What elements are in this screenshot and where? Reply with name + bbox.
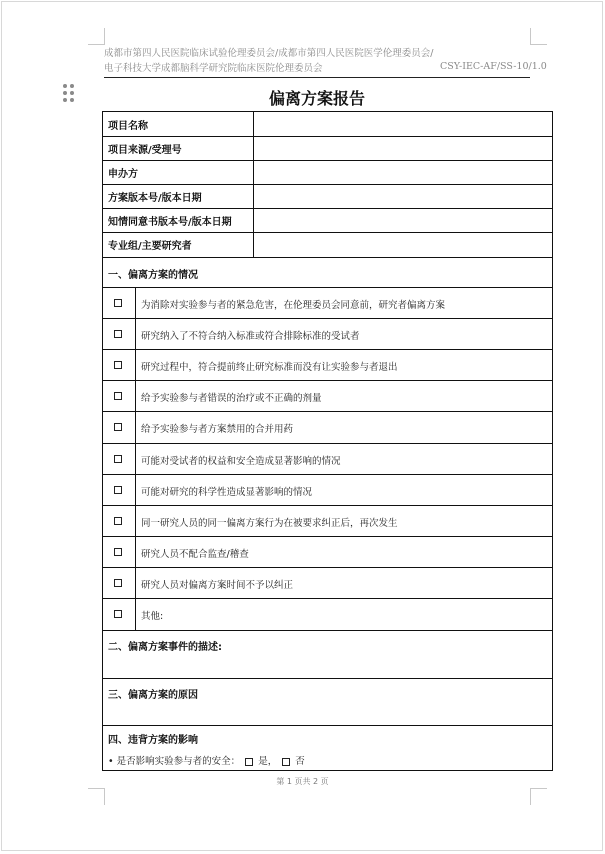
option-label: 研究纳入了不符合纳入标准或符合排除标准的受试者 xyxy=(141,331,360,342)
option-checkbox[interactable] xyxy=(114,299,122,307)
option-checkbox[interactable] xyxy=(114,610,122,618)
safety-impact-label: • 是否影响实验参与者的安全： xyxy=(108,756,241,767)
option-label: 研究过程中，符合提前终止研究标准而没有让实验参与者退出 xyxy=(141,362,398,373)
yes-checkbox[interactable] xyxy=(245,758,253,766)
option-label: 其他: xyxy=(141,611,164,622)
margin-corner-bottom-left xyxy=(88,788,105,805)
checkbox-column-divider xyxy=(135,287,136,630)
margin-corner-top-left xyxy=(88,28,105,45)
header-org-line2: 电子科技大学成都脑科学研究院临床医院伦理委员会 xyxy=(104,63,323,74)
report-form-table xyxy=(102,111,553,771)
option-checkbox[interactable] xyxy=(114,423,122,431)
no-label: 否 xyxy=(295,756,305,767)
drag-handle-icon[interactable] xyxy=(63,84,75,104)
option-label: 为消除对实验参与者的紧急危害，在伦理委员会同意前，研究者偏离方案 xyxy=(141,300,446,311)
header-org-line1: 成都市第四人民医院临床试验伦理委员会/成都市第四人民医院医学伦理委员会/ xyxy=(104,48,434,59)
section1-heading: 一、偏离方案的情况 xyxy=(108,270,198,281)
deviation-reason-field[interactable] xyxy=(103,702,552,724)
info-label: 知情同意书版本号/版本日期 xyxy=(108,217,232,228)
option-label: 可能对研究的科学性造成显著影响的情况 xyxy=(141,487,313,498)
consent-version-field[interactable] xyxy=(254,209,552,232)
header-doc-code: CSY-IEC-AF/SS-10/1.0 xyxy=(440,61,547,72)
option-label: 给予实验参与者错误的治疗或不正确的剂量 xyxy=(141,393,322,404)
option-label: 可能对受试者的权益和安全造成显著影响的情况 xyxy=(141,456,341,467)
option-checkbox[interactable] xyxy=(114,579,122,587)
section2-heading: 二、偏离方案事件的描述: xyxy=(108,642,222,653)
margin-corner-bottom-right xyxy=(530,788,547,805)
info-label: 项目名称 xyxy=(108,121,148,132)
protocol-version-field[interactable] xyxy=(254,185,552,208)
option-checkbox[interactable] xyxy=(114,361,122,369)
project-name-field[interactable] xyxy=(254,112,552,136)
header-organization xyxy=(104,46,434,76)
no-checkbox[interactable] xyxy=(282,758,290,766)
yes-label: 是， xyxy=(258,756,278,767)
safety-impact-question xyxy=(108,753,305,767)
document-title: 偏离方案报告 xyxy=(268,89,365,108)
option-checkbox[interactable] xyxy=(114,548,122,556)
option-label: 同一研究人员的同一偏离方案行为在被要求纠正后，再次发生 xyxy=(141,518,398,529)
option-checkbox[interactable] xyxy=(114,486,122,494)
option-checkbox[interactable] xyxy=(114,392,122,400)
info-label: 方案版本号/版本日期 xyxy=(108,193,202,204)
info-label: 专业组/主要研究者 xyxy=(108,241,192,252)
section4-heading: 四、违背方案的影响 xyxy=(108,735,198,746)
page-footer: 第 1 页共 2 页 xyxy=(276,777,329,786)
project-source-field[interactable] xyxy=(254,137,552,160)
option-label: 研究人员对偏离方案时间不予以纠正 xyxy=(141,580,294,591)
option-checkbox[interactable] xyxy=(114,330,122,338)
option-checkbox[interactable] xyxy=(114,455,122,463)
deviation-description-field[interactable] xyxy=(103,654,552,676)
info-label: 申办方 xyxy=(108,169,138,180)
option-label: 研究人员不配合监查/稽查 xyxy=(141,549,249,560)
option-checkbox[interactable] xyxy=(114,517,122,525)
sponsor-field[interactable] xyxy=(254,161,552,184)
header-rule xyxy=(104,77,530,78)
info-label: 项目来源/受理号 xyxy=(108,145,182,156)
option-label: 给予实验参与者方案禁用的合并用药 xyxy=(141,424,294,435)
section3-heading: 三、偏离方案的原因 xyxy=(108,690,198,701)
margin-corner-top-right xyxy=(530,28,547,45)
investigator-field[interactable] xyxy=(254,233,552,257)
